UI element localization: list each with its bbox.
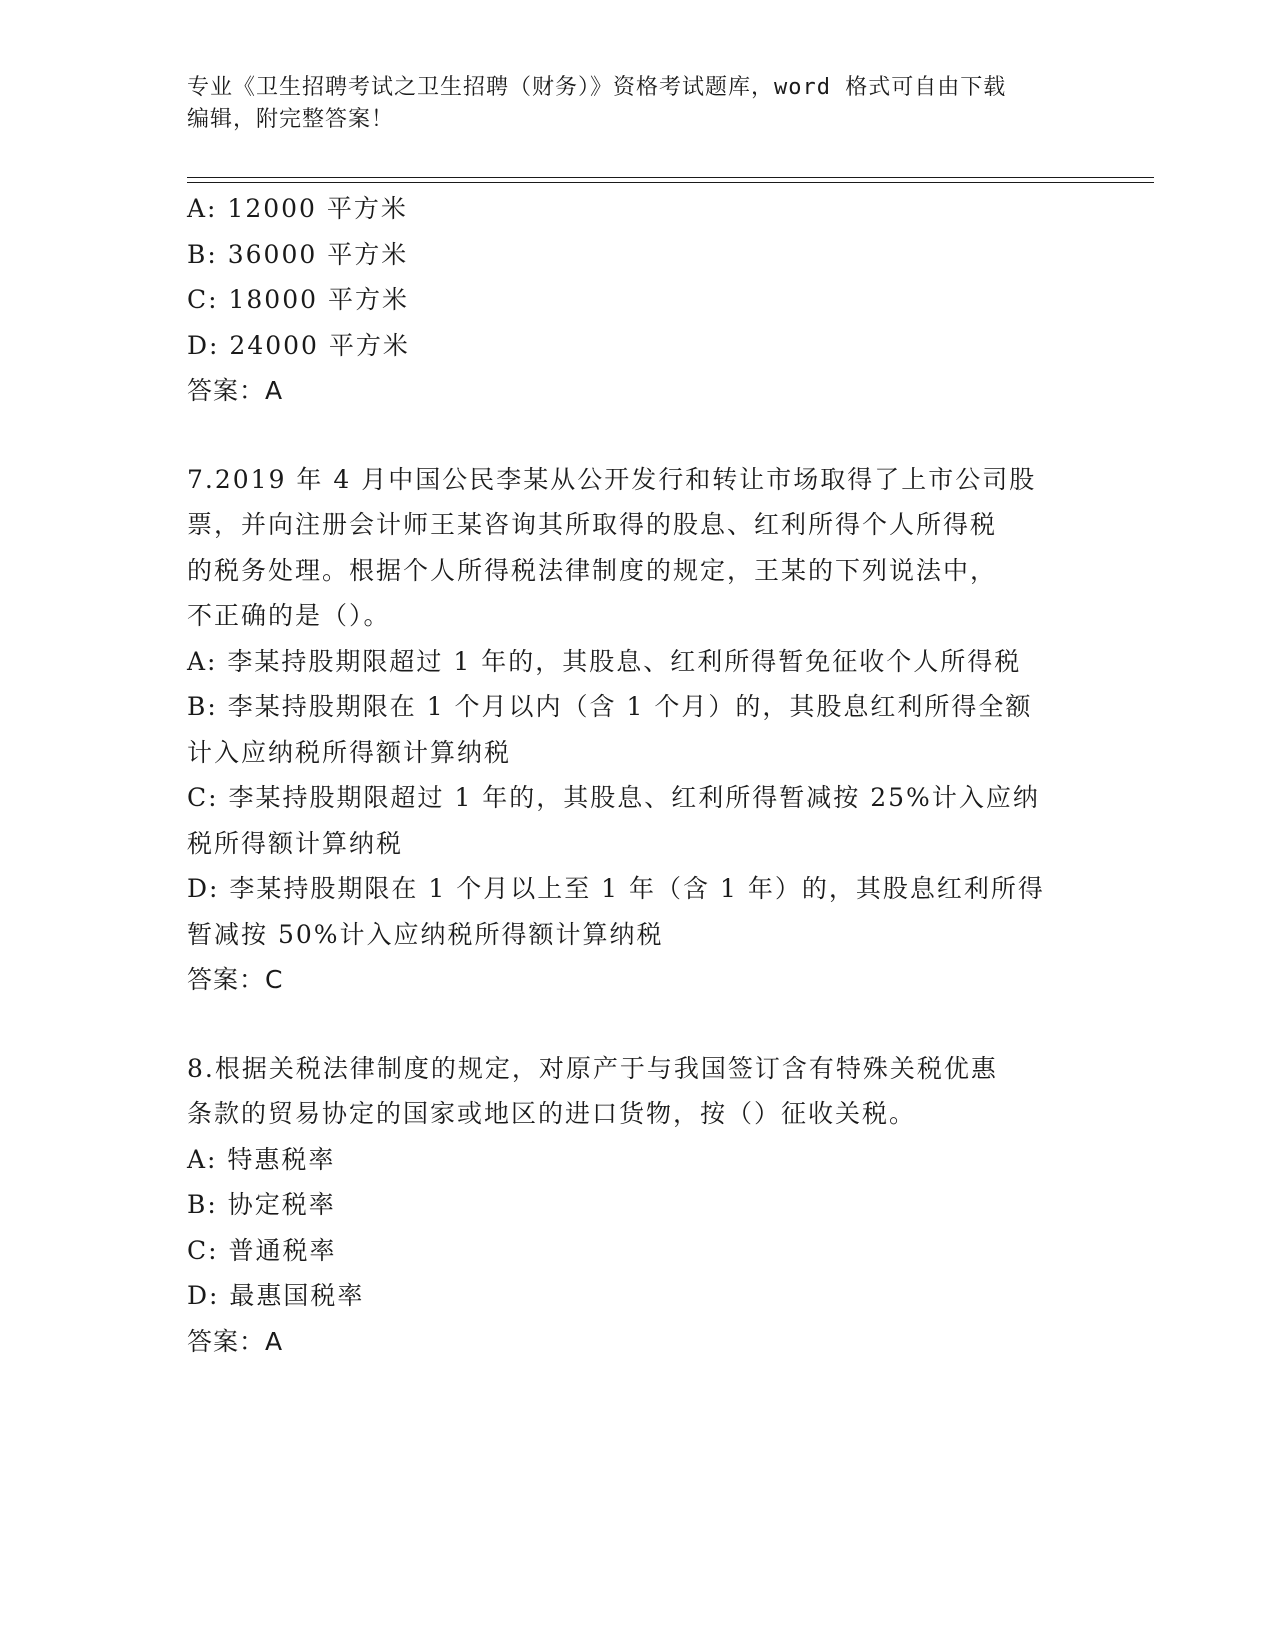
header-divider-top	[187, 177, 1154, 178]
question-gap	[187, 1003, 1087, 1046]
question-7	[187, 457, 1087, 1003]
question-stem-line: 7.2019 年 4 月中国公民李某从公开发行和转让市场取得了上市公司股	[187, 464, 1037, 494]
question-8	[187, 1046, 1087, 1365]
option-a: A: 12000 平方米	[187, 194, 408, 223]
option-b: B: 协定税率	[187, 1190, 336, 1219]
option-b: B: 36000 平方米	[187, 239, 409, 269]
option-c-continued: 税所得额计算纳税	[187, 828, 404, 858]
document-header	[187, 72, 1067, 136]
question-stem-line: 条款的贸易协定的国家或地区的进口货物，按（）征收关税。	[187, 1099, 917, 1128]
question-stem-line: 不正确的是（）。	[187, 601, 391, 630]
option-b-continued: 计入应纳税所得额计算纳税	[187, 737, 512, 767]
option-a: A: 特惠税率	[187, 1144, 336, 1174]
answer: 答案：A	[187, 376, 284, 405]
option-d: D: 24000 平方米	[187, 330, 410, 360]
question-gap	[187, 414, 1087, 457]
header-line-2: 编辑，附完整答案！	[187, 107, 395, 132]
question-list	[187, 186, 1087, 1364]
option-a: A: 李某持股期限超过 1 年的，其股息、红利所得暂免征收个人所得税	[187, 646, 1022, 676]
question-stem-line: 的税务处理。根据个人所得税法律制度的规定，王某的下列说法中，	[187, 555, 998, 585]
question-stem-line: 8.根据关税法律制度的规定，对原产于与我国签订含有特殊关税优惠	[187, 1053, 998, 1083]
answer: 答案：C	[187, 965, 284, 994]
option-c: C: 18000 平方米	[187, 285, 409, 314]
option-d-continued: 暂减按 50%计入应纳税所得额计算纳税	[187, 919, 664, 949]
question-stem-line: 票，并向注册会计师王某咨询其所取得的股息、红利所得个人所得税	[187, 510, 998, 539]
header-divider-bottom	[187, 182, 1154, 183]
option-d: D: 李某持股期限在 1 个月以上至 1 年（含 1 年）的，其股息红利所得	[187, 874, 1045, 903]
question-6	[187, 186, 1087, 414]
option-c: C: 普通税率	[187, 1235, 337, 1265]
option-b: B: 李某持股期限在 1 个月以内（含 1 个月）的，其股息红利所得全额	[187, 692, 1033, 721]
header-line-1: 专业《卫生招聘考试之卫生招聘（财务）》资格考试题库，word 格式可自由下载	[187, 75, 1007, 100]
answer: 答案：A	[187, 1326, 284, 1356]
option-c: C: 李某持股期限超过 1 年的，其股息、红利所得暂减按 25%计入应纳	[187, 783, 1040, 812]
option-d: D: 最惠国税率	[187, 1281, 365, 1310]
